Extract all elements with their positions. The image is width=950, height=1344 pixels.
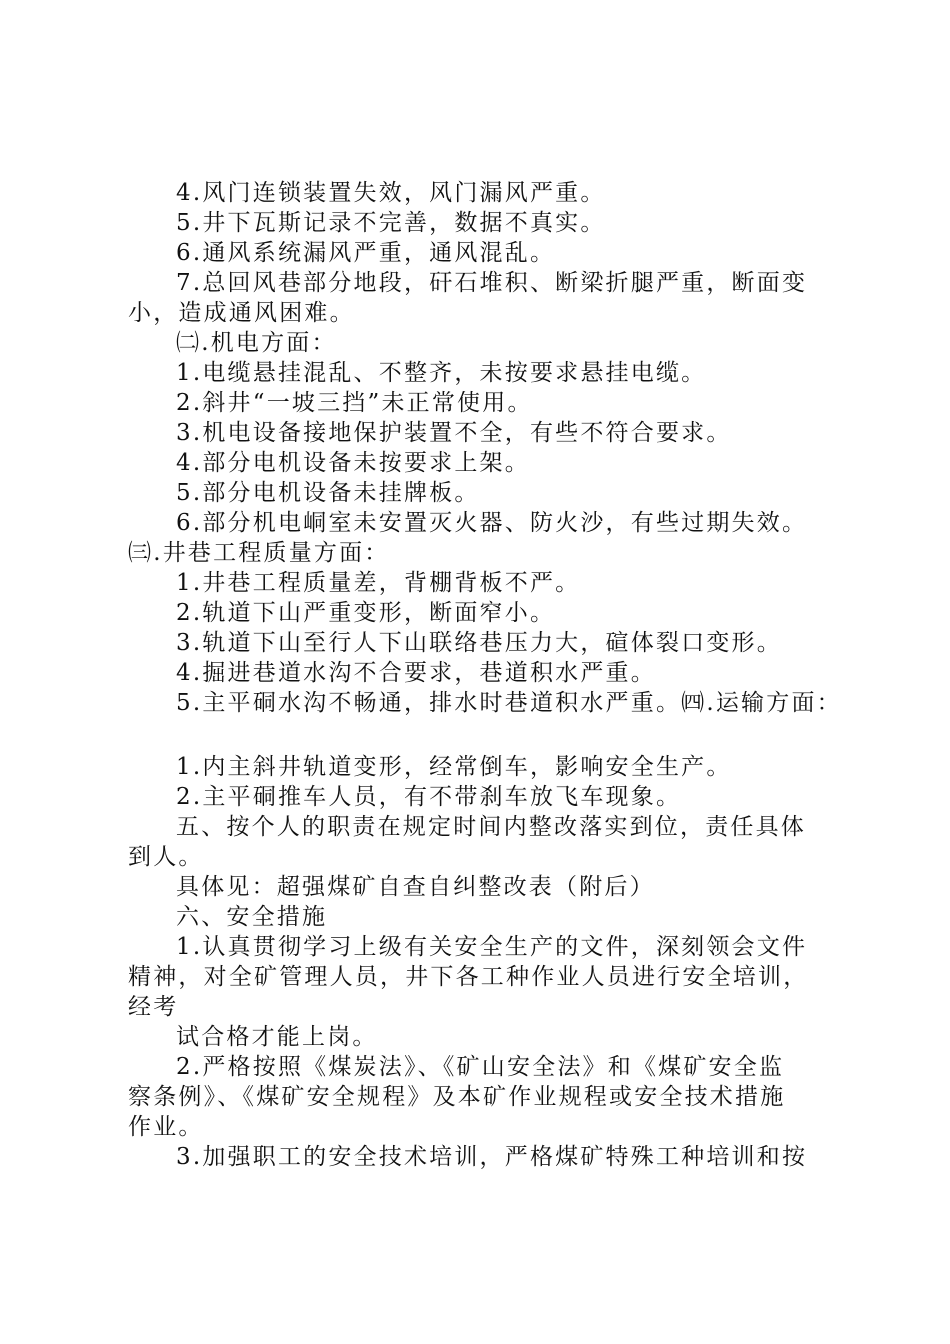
text-line: 3.机电设备接地保护装置不全，有些不符合要求。 [176, 420, 732, 446]
text-line: 2.轨道下山严重变形，断面窄小。 [176, 600, 556, 626]
text-line: 4.部分电机设备未按要求上架。 [176, 450, 530, 476]
text-line: 5.部分电机设备未挂牌板。 [176, 480, 480, 506]
section-heading: 六、安全措施 [176, 904, 328, 930]
text-line: 1.井巷工程质量差，背棚背板不严。 [176, 570, 581, 596]
text-line: 5.主平硐水沟不畅通，排水时巷道积水严重。㈣.运输方面： [176, 690, 842, 716]
text-line: 3.加强职工的安全技术培训，严格煤矿特殊工种培训和按 [176, 1144, 808, 1170]
text-line: 具体见：超强煤矿自查自纠整改表（附后） [176, 874, 655, 900]
text-line: 察条例》、《煤矿安全规程》及本矿作业规程或安全技术措施 [128, 1084, 786, 1110]
text-line: 1.内主斜井轨道变形，经常倒车，影响安全生产。 [176, 754, 732, 780]
text-line: 经考 [128, 994, 179, 1020]
text-line: 4.风门连锁装置失效，风门漏风严重。 [176, 180, 606, 206]
text-line: 1.认真贯彻学习上级有关安全生产的文件，深刻领会文件 [176, 934, 808, 960]
text-line: 2.主平硐推车人员，有不带刹车放飞车现象。 [176, 784, 682, 810]
section-heading: 五、按个人的职责在规定时间内整改落实到位，责任具体 [176, 814, 806, 840]
text-line: 7.总回风巷部分地段，矸石堆积、断梁折腿严重，断面变 [176, 270, 808, 296]
section-heading: ㈡.机电方面： [176, 330, 337, 356]
text-line: 精神，对全矿管理人员，井下各工种作业人员进行安全培训， [128, 964, 809, 990]
text-line: 6.部分机电峒室未安置灭火器、防火沙，有些过期失效。 [176, 510, 808, 536]
text-line: 到人。 [128, 844, 204, 870]
text-line: 试合格才能上岗。 [176, 1024, 378, 1050]
text-line: 小，造成通风困难。 [128, 300, 355, 326]
text-line: 5.井下瓦斯记录不完善，数据不真实。 [176, 210, 606, 236]
text-line: 4.掘进巷道水沟不合要求，巷道积水严重。 [176, 660, 656, 686]
text-line: 1.电缆悬挂混乱、不整齐，未按要求悬挂电缆。 [176, 360, 707, 386]
text-line: 2.斜井“一坡三挡”未正常使用。 [176, 390, 533, 416]
text-line: 6.通风系统漏风严重，通风混乱。 [176, 240, 556, 266]
text-line: 作业。 [128, 1114, 204, 1140]
section-heading: ㈢.井巷工程质量方面： [128, 540, 390, 566]
text-line: 3.轨道下山至行人下山联络巷压力大，碹体裂口变形。 [176, 630, 782, 656]
text-line: 2.严格按照《煤炭法》、《矿山安全法》和《煤矿安全监 [176, 1054, 785, 1080]
